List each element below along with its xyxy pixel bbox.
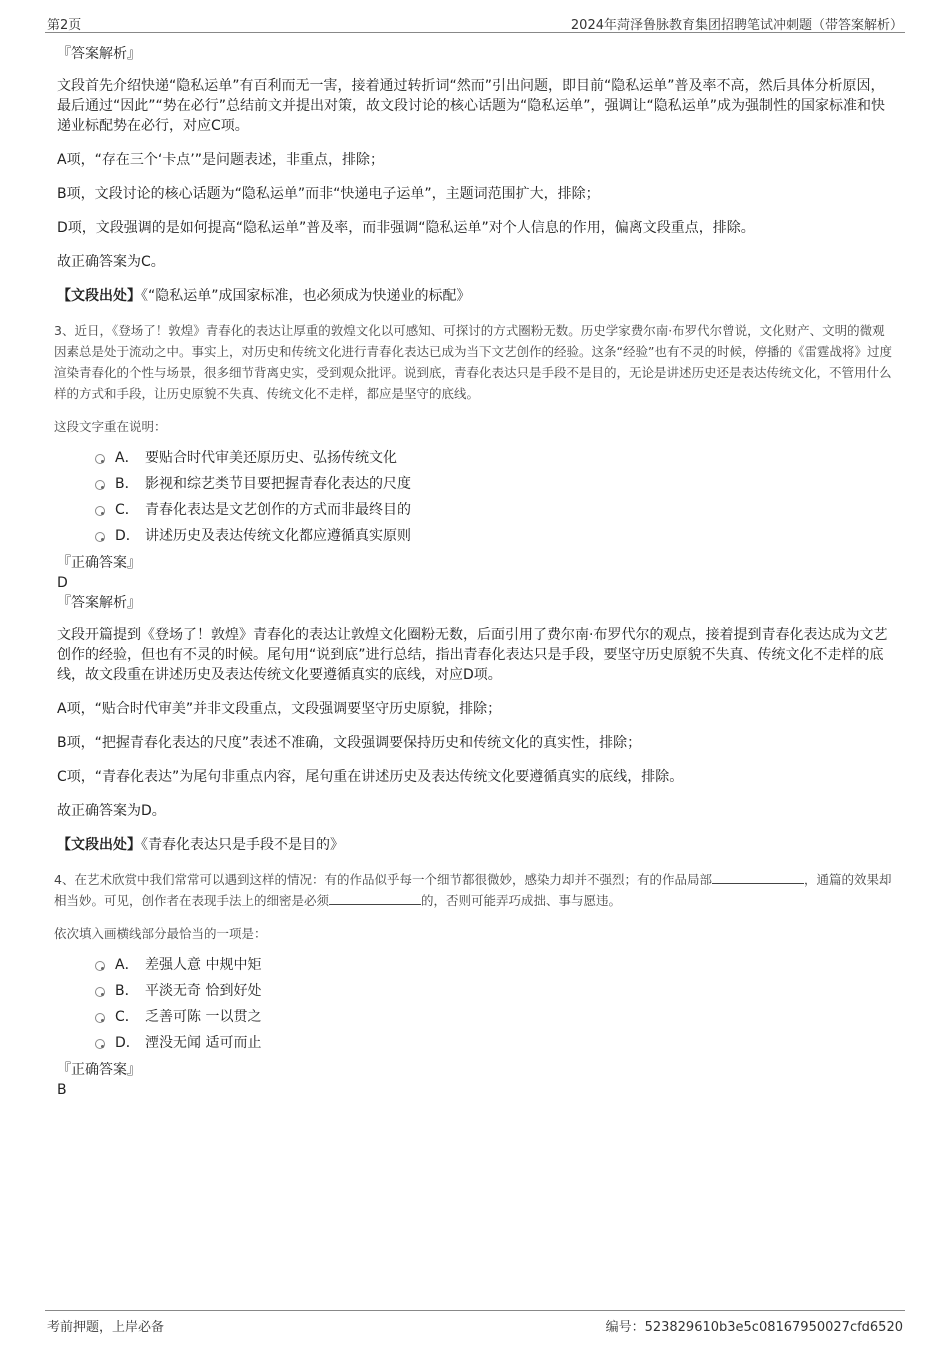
radio-icon[interactable] [95,532,105,542]
question-4-text: 4、在艺术欣赏中我们常常可以遇到这样的情况：有的作品似乎每一个细节都很微妙，感染力却并不强烈；有的作品局部 ，通篇的效果却相当妙。可见，创作者在表现手法上的细密是必须 的，否则可能弄巧成拙、事与愿违。 [54,872,892,908]
question-4-options [95,952,897,1056]
option-d[interactable]: D． 湮没无闻 适可而止 [95,1030,897,1056]
answer-analysis-label: 『答案解析』 [57,595,141,611]
source-title: 《“隐私运单”成国家标准，也必须成为快递业的标配》 [141,288,471,304]
question-3-text: 3、近日，《登场了！敦煌》青春化的表达让厚重的敦煌文化以可感知、可探讨的方式圈粉无数。历史学家费尔南·布罗代尔曾说，文化财产、文明的微观因素总是处于流动之中。事实上，对历史和传统文化进行青春化表达已成为当下文艺创作的经验。这条“经验”也有不灵的时候，停播的《雷霆战将》过度渲染青春化的个性与场景，很多细节背离史实，受到观众批评。说到底，青春化表达只是手段不是目的，无论是讲述历史还是表达传统文化，不管用什么样的方式和手段，让历史原貌不失真、传统文化不走样，都应是坚守的底线。 [54,323,892,401]
document-code: 编号：523829610b3e5c08167950027cfd6520 [605,1320,903,1335]
page-number: 第2页 [47,18,82,33]
question-3-options [95,445,897,549]
correct-answer-label: 『正确答案』 [57,1062,141,1078]
source-line [57,286,897,306]
source-label: 【文段出处】 [57,837,141,853]
option-b[interactable]: B． 影视和综艺类节目要把握青春化表达的尺度 [95,471,897,497]
document-title: 2024年菏泽鲁脉教育集团招聘笔试冲刺题（带答案解析） [570,18,903,33]
conclusion: 故正确答案为D。 [57,803,166,819]
radio-icon[interactable] [95,961,105,971]
option-d-explanation: D项，文段强调的是如何提高“隐私运单”普及率，而非强调“隐私运单”对个人信息的作用，偏离文段重点，排除。 [57,220,755,236]
page-header [45,12,905,33]
option-b-explanation: B项，文段讨论的核心话题为“隐私运单”而非“快递电子运单”，主题词范围扩大，排除； [57,186,600,202]
option-b[interactable]: B． 平淡无奇 恰到好处 [95,978,897,1004]
source-line [57,835,897,855]
option-b-explanation: B项，“把握青春化表达的尺度”表述不准确，文段强调要保持历史和传统文化的真实性，排除； [57,735,642,751]
correct-answer: B [57,1082,67,1098]
conclusion: 故正确答案为C。 [57,254,165,270]
option-a[interactable]: A． 差强人意 中规中矩 [95,952,897,978]
question-4-prompt: 依次填入画横线部分最恰当的一项是： [54,926,267,941]
option-c-explanation: C项，“青春化表达”为尾句非重点内容，尾句重在讲述历史及表达传统文化要遵循真实的底线，排除。 [57,769,684,785]
radio-icon[interactable] [95,480,105,490]
question-3-prompt: 这段文字重在说明： [54,419,167,434]
radio-icon[interactable] [95,1039,105,1049]
page-footer [45,1310,905,1341]
radio-icon[interactable] [95,506,105,516]
page-content [54,44,897,1100]
option-c[interactable]: C． 青春化表达是文艺创作的方式而非最终目的 [95,497,897,523]
fill-blank-2 [329,892,421,905]
option-a[interactable]: A． 要贴合时代审美还原历史、弘扬传统文化 [95,445,897,471]
fill-blank-1 [712,871,804,884]
correct-answer: D [57,575,68,591]
analysis-text: 文段首先介绍快递“隐私运单”有百利而无一害，接着通过转折词“然而”引出问题，即目前“隐私运单”普及率不高，然后具体分析原因，最后通过“因此”“势在必行”总结前文并提出对策，故文段讨论的核心话题为“隐私运单”，强调让“隐私运单”成为强制性的国家标准和快递业标配势在必行，对应C项。 [57,78,886,134]
correct-answer-label: 『正确答案』 [57,555,141,571]
option-a-explanation: A项，“存在三个‘卡点’”是问题表述，非重点，排除； [57,152,384,168]
option-c[interactable]: C． 乏善可陈 一以贯之 [95,1004,897,1030]
radio-icon[interactable] [95,454,105,464]
source-title: 《青春化表达只是手段不是目的》 [141,837,344,853]
option-d[interactable]: D． 讲述历史及表达传统文化都应遵循真实原则 [95,523,897,549]
source-label: 【文段出处】 [57,288,141,304]
radio-icon[interactable] [95,987,105,997]
analysis-text: 文段开篇提到《登场了！敦煌》青春化的表达让敦煌文化圈粉无数，后面引用了费尔南·布罗代尔的观点，接着提到青春化表达成为文艺创作的经验，但也有不灵的时候。尾句用“说到底”进行总结，指出青春化表达只是手段，要坚守历史原貌不失真、传统文化不走样的底线，故文段重在讲述历史及表达传统文化要遵循真实的底线，对应D项。 [57,627,888,683]
footer-slogan: 考前押题，上岸必备 [47,1320,165,1335]
answer-analysis-label: 『答案解析』 [57,46,141,62]
option-a-explanation: A项，“贴合时代审美”并非文段重点，文段强调要坚守历史原貌，排除； [57,701,502,717]
radio-icon[interactable] [95,1013,105,1023]
